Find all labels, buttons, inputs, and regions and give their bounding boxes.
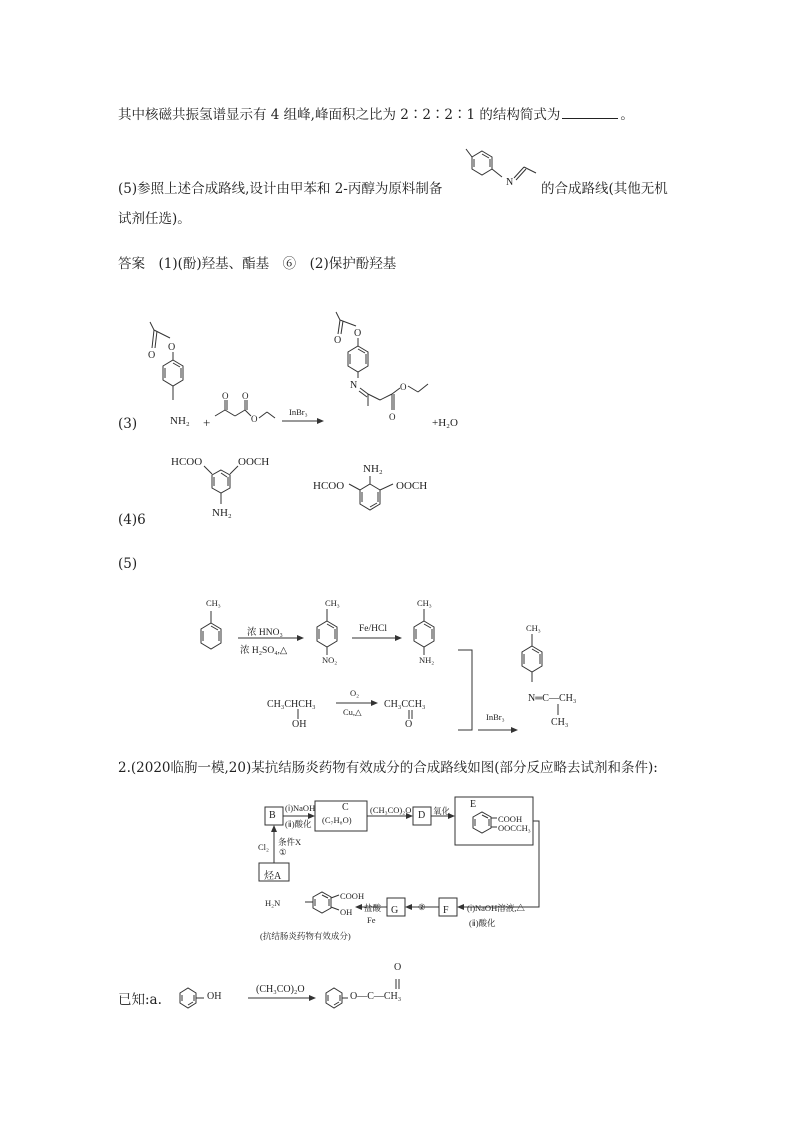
cond-naoh-1: (ⅰ)NaOH	[285, 803, 316, 813]
node-c-formula: (C₇H₈O)	[322, 815, 352, 825]
known-ac2o: (CH₃CO)₂O	[256, 984, 305, 995]
product-h2n: H₂N	[265, 898, 281, 908]
cond-ac2o: (CH₃CO)₂O	[370, 805, 412, 815]
nh2-label-1: NH₂	[212, 507, 232, 519]
node-e-cooh: COOH	[498, 814, 523, 824]
node-e-oocch3: OOCCH₃	[498, 823, 531, 833]
reagent-h2so4: 浓 H₂SO₄,△	[240, 646, 288, 656]
cond-acid-1: (ⅱ)酸化	[285, 819, 312, 829]
reagent-hno3: 浓 HNO₃	[247, 628, 283, 638]
svg-text:O: O	[222, 391, 229, 401]
svg-text:O: O	[242, 391, 249, 401]
q4-label: (4)6	[118, 512, 146, 528]
text-line-2-post: 的合成路线(其他无机	[541, 181, 668, 197]
ch3-label-5: CH₃	[551, 717, 569, 728]
isopropanol-oh: OH	[292, 719, 307, 730]
node-c: C	[342, 802, 349, 813]
plus-sign: +	[203, 415, 211, 430]
ooch-label-1: OOCH	[238, 456, 270, 468]
cond-x: 条件X	[278, 837, 302, 847]
acetone-o: O	[405, 719, 413, 730]
text-line-1	[118, 104, 634, 125]
ch3-label-2: CH₃	[325, 598, 340, 608]
ch3-label-3: CH₃	[417, 598, 432, 608]
text-line-2-pre: (5)参照上述合成路线,设计由甲苯和 2-丙醇为原料制备	[118, 181, 443, 197]
reactant-ethyl-acetoacetate	[213, 392, 283, 432]
node-g: G	[391, 905, 399, 916]
cond-hcl: 盐酸	[364, 903, 382, 913]
hcoo-label-1: HCOO	[171, 456, 203, 468]
nh2-label-3: NH₂	[419, 655, 435, 665]
svg-text:O: O	[334, 335, 342, 346]
known-ester: O—C—CH₃	[350, 991, 402, 1002]
isomer-2-structure	[345, 474, 405, 524]
svg-text:O: O	[354, 328, 362, 339]
text-line-3: 试剂任选)。	[118, 211, 191, 227]
product-oh: OH	[340, 907, 353, 917]
reactant-nh2: NH₂	[170, 415, 190, 427]
node-a: 烃A	[264, 871, 282, 882]
node-e: E	[470, 799, 477, 810]
reaction-arrow-3	[282, 416, 324, 426]
nh2-label-2: NH₂	[363, 463, 383, 475]
known-oh: OH	[207, 991, 222, 1002]
target-product-structure	[519, 632, 549, 700]
known-o-top: O	[394, 962, 402, 973]
answer-line: 答案 (1)(酚)羟基、酯基 ⑥ (2)保护酚羟基	[118, 256, 397, 272]
target-nc-ch3: N═C—CH₃	[528, 693, 577, 704]
cond-fe: Fe	[367, 915, 376, 925]
no2-label: NO₂	[322, 655, 338, 665]
svg-text:N: N	[350, 380, 358, 391]
text-line-1-pre: 其中核磁共振氢谱显示有 4 组峰,峰面积之比为 2∶2∶2∶1 的结构简式为	[118, 107, 561, 123]
q3-label: (3)	[118, 416, 138, 432]
node-f: F	[443, 905, 449, 916]
product-cooh: COOH	[340, 891, 365, 901]
reagent-fe-hcl: Fe/HCl	[359, 624, 387, 634]
cond-acid-2: (ⅱ)酸化	[469, 918, 496, 928]
byproduct-water: +H₂O	[432, 417, 458, 429]
q5-label: (5)	[118, 556, 138, 572]
isopropanol-formula: CH₃CHCH₃	[267, 699, 316, 710]
node-d: D	[418, 810, 426, 821]
target-imine-structure	[462, 145, 542, 195]
acetone-formula: CH₃CCH₃	[384, 699, 426, 710]
svg-text:O: O	[400, 382, 407, 392]
answer-blank	[562, 104, 618, 119]
ch3-label-1: CH₃	[206, 598, 221, 608]
product-caption: (抗结肠炎药物有效成分)	[260, 931, 351, 941]
known-label: 已知:a.	[118, 992, 162, 1008]
reagent-inbr3-route: InBr₃	[486, 712, 505, 722]
catalyst-inbr3: InBr₃	[289, 407, 308, 417]
reagent-cu: Cu,△	[343, 707, 362, 717]
target-methyl-bond	[554, 704, 564, 718]
text-line-1-post: 。	[620, 107, 634, 123]
svg-text:O: O	[251, 414, 258, 424]
cond-step-2: ②	[418, 902, 426, 912]
ooch-label-2: OOCH	[396, 480, 428, 492]
hcoo-label-2: HCOO	[313, 480, 345, 492]
cond-oxidation: 氧化	[433, 806, 451, 816]
reagent-o2: O₂	[350, 688, 360, 698]
toluene-structure	[198, 607, 228, 657]
cond-naoh-2: (ⅰ)NaOH溶液,△	[467, 903, 525, 913]
svg-text:O: O	[389, 412, 396, 422]
arrow-reduction	[352, 633, 402, 643]
svg-text:N: N	[506, 177, 514, 188]
problem-2-heading: 2.(2020临朐一模,20)某抗结肠炎药物有效成分的合成路线如图(部分反应略去试剂和条件):	[118, 760, 658, 776]
svg-text:O: O	[148, 350, 156, 361]
node-b: B	[269, 810, 276, 821]
cond-cl2: Cl₂	[258, 842, 269, 852]
svg-text:O: O	[168, 342, 176, 353]
reactant-aminophenyl-acetate	[140, 318, 200, 428]
ch3-label-4: CH₃	[526, 623, 541, 633]
cond-step-1: ①	[279, 847, 287, 857]
product-imine-ester	[322, 306, 442, 436]
